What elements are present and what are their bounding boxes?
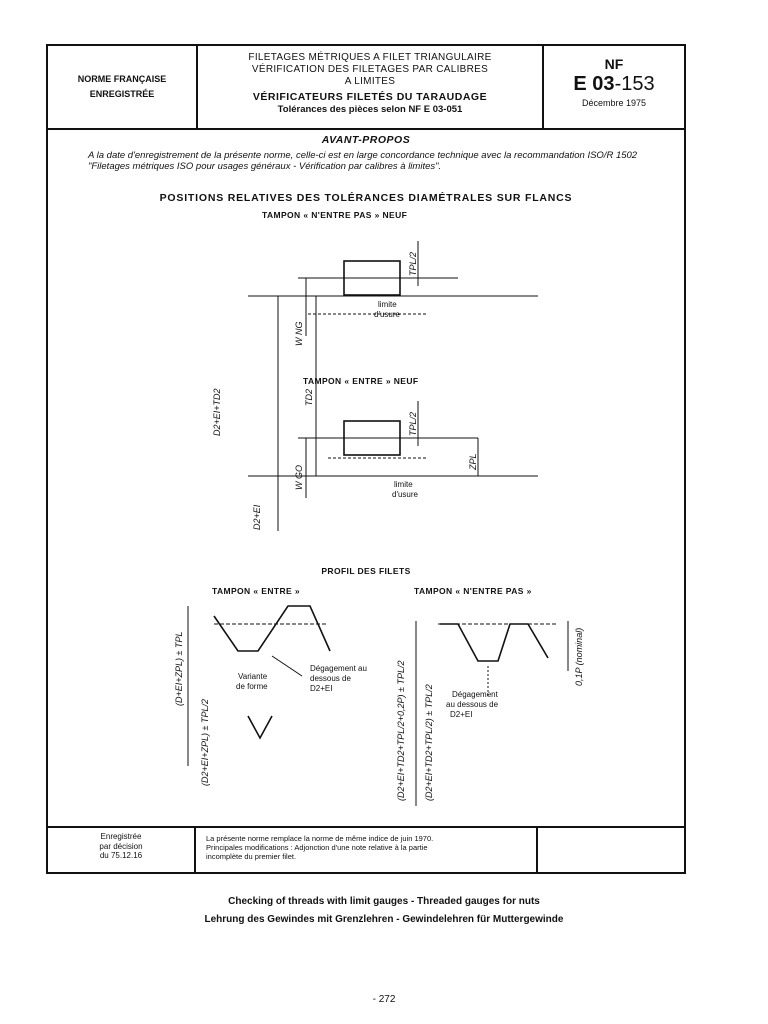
page-number: - 272 [372, 994, 396, 1005]
nf-label: NF [604, 56, 624, 72]
right-dimension-1: (D2+EI+TD2+TPL/2+0,2P) ± TPL/2 [396, 660, 406, 801]
variant-label-1: Variante [238, 672, 268, 681]
norm-label: NORME FRANÇAISE [77, 74, 167, 84]
base-dimension-label: D2+EI [252, 504, 262, 530]
tpl-label-2: TPL/2 [408, 411, 418, 436]
no-go-thread-profile [440, 624, 548, 661]
german-caption: Lehrung des Gewindes mit Grenzlehren - Gewindelehren für Muttergewinde [204, 914, 564, 925]
decision-box [48, 828, 196, 874]
right-relief-label-2: au dessous de [446, 700, 499, 709]
title-line-2: VÉRIFICATION DES FILETAGES PAR CALIBRES [251, 64, 489, 75]
big-dimension-label: D2+EI+TD2 [212, 388, 222, 436]
right-side-label: 0,1P (nominal) [574, 627, 584, 686]
go-profile-title: TAMPON « ENTRE » [212, 586, 300, 596]
right-relief-label-3: D2+EI [450, 710, 473, 719]
left-relief-leader [272, 656, 302, 676]
replacement-line-1: La présente norme remplace la norme de même indice de juin 1970. [206, 834, 434, 843]
profile-title: PROFIL DES FILETS [321, 566, 411, 576]
wng-label: W NG [294, 321, 304, 346]
tpl-label-1: TPL/2 [408, 251, 418, 276]
td-label: TD2 [304, 388, 314, 406]
technical-drawing [48, 46, 684, 826]
standard-sheet [46, 44, 686, 874]
no-go-profile-title: TAMPON « N'ENTRE PAS » [414, 586, 532, 596]
code-prefix: E 03 [573, 73, 615, 95]
foreword-title: AVANT-PROPOS [321, 134, 411, 146]
left-dimension-1: (D+EI+ZPL) ± TPL [174, 631, 184, 706]
right-relief-label-1: Dégagement [452, 690, 498, 699]
title-line-1: FILETAGES MÉTRIQUES A FILET TRIANGULAIRE [248, 52, 492, 63]
decision-line-1: Enregistrée [100, 832, 142, 841]
left-relief-label-3: D2+EI [310, 684, 333, 693]
go-thread-profile [214, 606, 330, 651]
diagram-2-title: TAMPON « ENTRE » NEUF [303, 376, 419, 386]
footer-block [48, 826, 684, 876]
variant-label-2: de forme [236, 682, 268, 691]
zpl-label: ZPL [468, 453, 478, 470]
right-dimension-2: (D2+EI+TD2+TPL/2) ± TPL/2 [424, 684, 434, 801]
left-relief-label-2: dessous de [310, 674, 351, 683]
document-subtitle: VÉRIFICATEURS FILETÉS DU TARAUDAGE [252, 91, 488, 103]
replacement-line-2: Principales modifications : Adjonction d'une note relative à la partie [206, 843, 428, 852]
foreword-text: A la date d'enregistrement de la présente norme, celle-ci est en large concordance technique avec la recommandation ISO/R 1502 "Filetages métriques ISO pour usages généraux - Vérification par calibres à limites". [88, 150, 638, 172]
decision-line-3: du 75.12.16 [99, 851, 143, 860]
registered-label: ENREGISTRÉE [89, 89, 155, 99]
decision-line-2: par décision [99, 841, 143, 851]
tolerances-reference: Tolérances des pièces selon NF E 03-051 [277, 104, 463, 115]
code-suffix: -153 [614, 73, 655, 95]
publication-date: Décembre 1975 [581, 98, 647, 108]
replacement-note [198, 828, 538, 874]
diagram-1-title: TAMPON « N'ENTRE PAS » NEUF [262, 210, 408, 220]
replacement-line-3: incomplète du premier filet. [206, 852, 297, 861]
diagram-1-wear-label: d'usure [374, 310, 400, 319]
title-line-3: A LIMITES [344, 76, 396, 87]
left-dimension-2: (D2+EI+ZPL) ± TPL/2 [200, 699, 210, 786]
diagram-2-limit-label: limite [394, 480, 413, 489]
form-variant-profile [248, 716, 272, 738]
diagram-2-wear-label: d'usure [392, 490, 418, 499]
section-title: POSITIONS RELATIVES DES TOLÉRANCES DIAMÉTRALES SUR FLANCS [159, 192, 573, 204]
left-relief-label-1: Dégagement au [310, 664, 367, 673]
diagram-1-limit-label: limite [378, 300, 397, 309]
wgo-label: W GO [294, 465, 304, 490]
english-caption: Checking of threads with limit gauges - Threaded gauges for nuts [228, 896, 540, 907]
